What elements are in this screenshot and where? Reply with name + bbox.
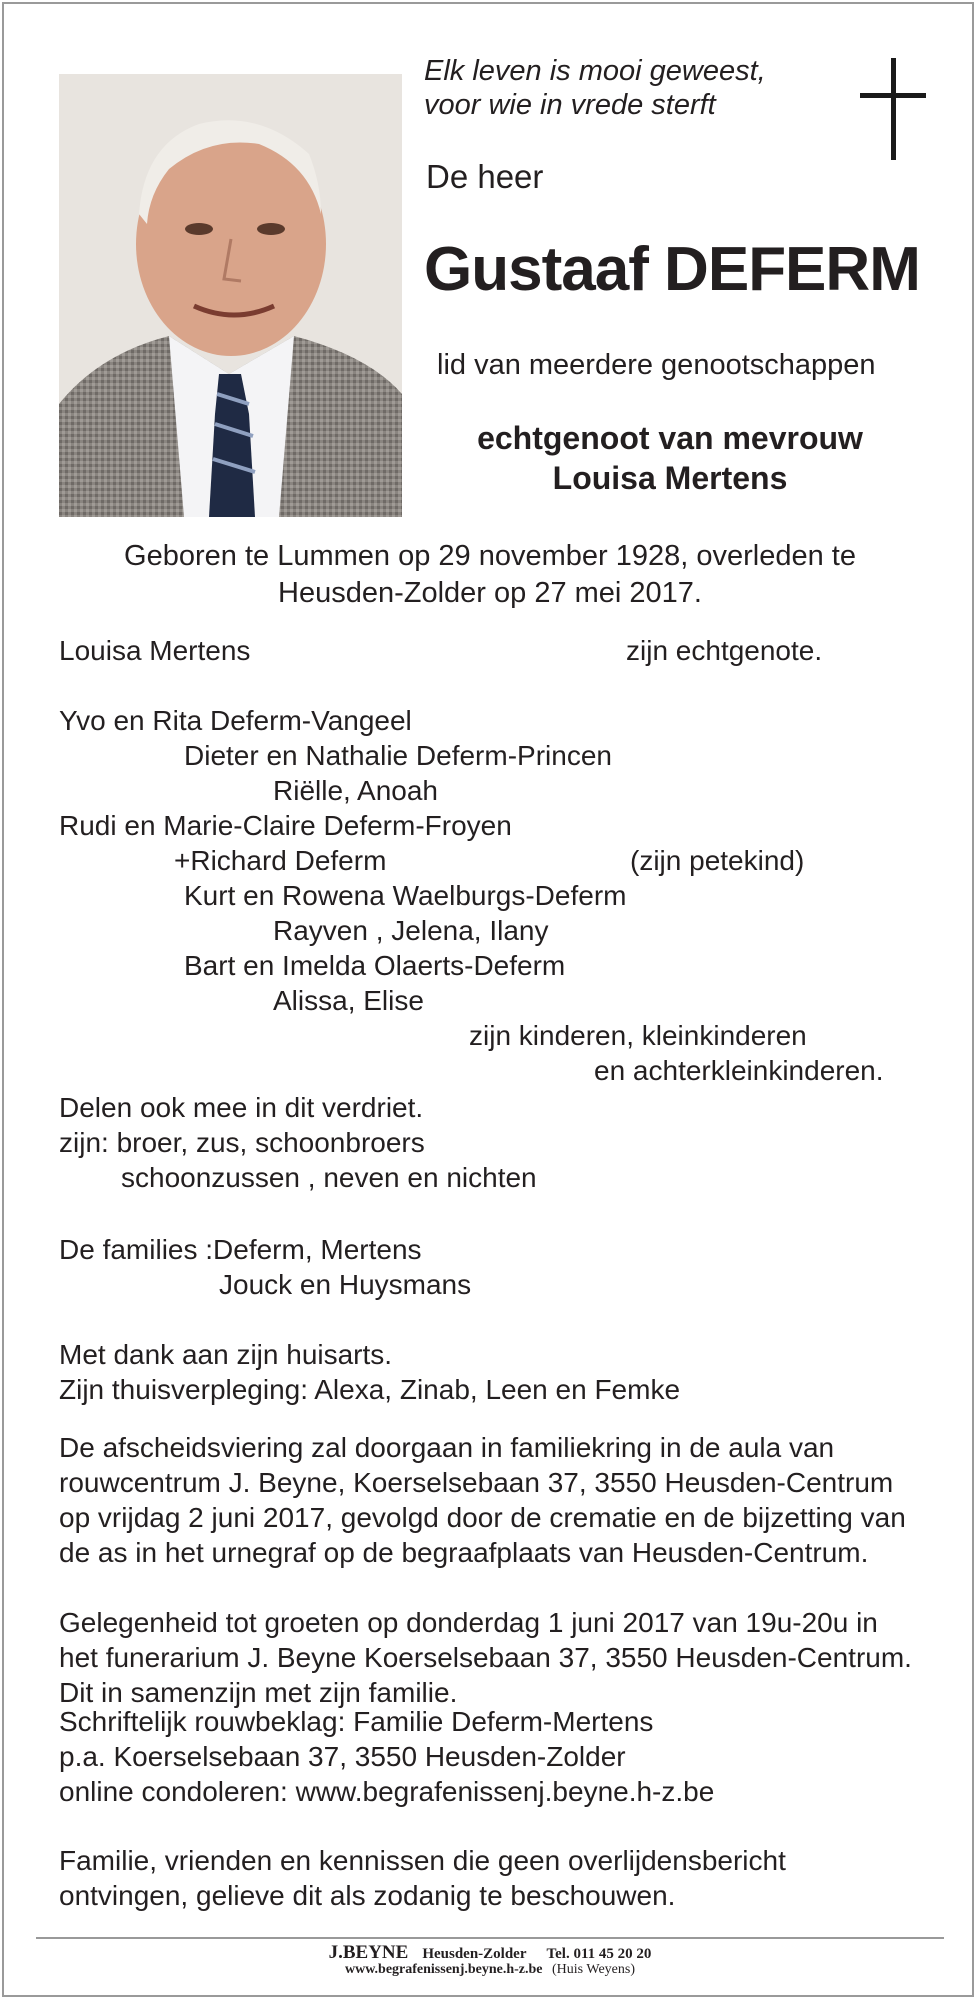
spouse-heading <box>420 418 920 498</box>
share-line: schoonzussen , neven en nichten <box>121 1162 537 1193</box>
footer-divider <box>36 1937 944 1939</box>
motto-line-1: Elk leven is mooi geweest, <box>424 55 766 87</box>
motto <box>424 54 766 122</box>
thanks-line: Met dank aan zijn huisarts. <box>59 1339 393 1370</box>
footer-house: (Huis Weyens) <box>552 1962 636 1977</box>
title-prefix: De heer <box>426 158 544 195</box>
families-line: De families :Deferm, Mertens <box>59 1234 422 1265</box>
footer-line-2 <box>0 1962 980 1978</box>
birth-death-line-2: Heusden-Zolder op 27 mei 2017. <box>278 577 702 609</box>
thanks-line: Zijn thuisverpleging: Alexa, Zinab, Leen en Femke <box>59 1374 681 1405</box>
portrait-image <box>59 74 402 517</box>
motto-line-2: voor wie in vrede sterft <box>424 89 716 121</box>
footer-url: www.begrafenissenj.beyne.h-z.be <box>344 1962 543 1977</box>
notice-paragraph: Familie, vrienden en kennissen die geen overlijdensbericht ontvingen, gelieve dit als zodanig te beschouwen. <box>59 1845 786 1911</box>
spouse-heading-line-2: Louisa Mertens <box>552 460 788 496</box>
cross-icon <box>860 58 926 160</box>
family-line: Dieter en Nathalie Deferm-Princen <box>184 740 612 771</box>
family-line: Riëlle, Anoah <box>273 775 439 806</box>
children-role-line-1: zijn kinderen, kleinkinderen <box>469 1020 807 1051</box>
deceased-name: Gustaaf DEFERM <box>424 235 920 304</box>
condolence-line: Schriftelijk rouwbeklag: Familie Deferm-Mertens <box>59 1706 654 1737</box>
spouse-name: Louisa Mertens <box>59 635 251 666</box>
footer-line-1 <box>0 1942 980 1964</box>
birth-death-text <box>60 538 920 612</box>
portrait-photo <box>59 74 402 517</box>
membership-text: lid van meerdere genootschappen <box>437 349 876 381</box>
funeral-home-phone: Tel. 011 45 20 20 <box>546 1946 652 1962</box>
condolence-line: p.a. Koerselsebaan 37, 3550 Heusden-Zolder <box>59 1741 626 1772</box>
birth-death-line-1: Geboren te Lummen op 29 november 1928, overleden te <box>124 540 856 572</box>
children-role-line-2: en achterkleinkinderen. <box>594 1055 884 1086</box>
family-line: Yvo en Rita Deferm-Vangeel <box>59 705 412 736</box>
share-line: zijn: broer, zus, schoonbroers <box>59 1127 425 1158</box>
funeral-home-location: Heusden-Zolder <box>422 1946 527 1962</box>
family-line: Rudi en Marie-Claire Deferm-Froyen <box>59 810 512 841</box>
family-line: Bart en Imelda Olaerts-Deferm <box>184 950 566 981</box>
family-line: Rayven , Jelena, Ilany <box>273 915 549 946</box>
condolence-url: online condoleren: www.begrafenissenj.beyne.h-z.be <box>59 1776 715 1807</box>
family-line-note: (zijn petekind) <box>630 845 805 876</box>
families-line: Jouck en Huysmans <box>219 1269 472 1300</box>
spouse-role: zijn echtgenote. <box>626 635 823 666</box>
share-line: Delen ook mee in dit verdriet. <box>59 1092 424 1123</box>
family-line: Alissa, Elise <box>273 985 424 1016</box>
spouse-heading-line-1: echtgenoot van mevrouw <box>477 420 863 456</box>
family-line: Kurt en Rowena Waelburgs-Deferm <box>184 880 627 911</box>
ceremony-paragraph: De afscheidsviering zal doorgaan in familiekring in de aula van rouwcentrum J. Beyne, Koerselsebaan 37, 3550 Heusden-Centrum op vrijdag 2 juni 2017, gevolgd door de crematie en de bijzetting van de as in het urnegraf op de begraafplaats van Heusden-Centrum. <box>59 1432 906 1568</box>
funeral-home-brand: J.BEYNE <box>328 1942 409 1963</box>
visitation-paragraph: Gelegenheid tot groeten op donderdag 1 juni 2017 van 19u-20u in het funerarium J. Beyne Koerselsebaan 37, 3550 Heusden-Centrum. Dit in samenzijn met zijn familie. <box>59 1607 912 1708</box>
family-line: +Richard Deferm <box>174 845 387 876</box>
